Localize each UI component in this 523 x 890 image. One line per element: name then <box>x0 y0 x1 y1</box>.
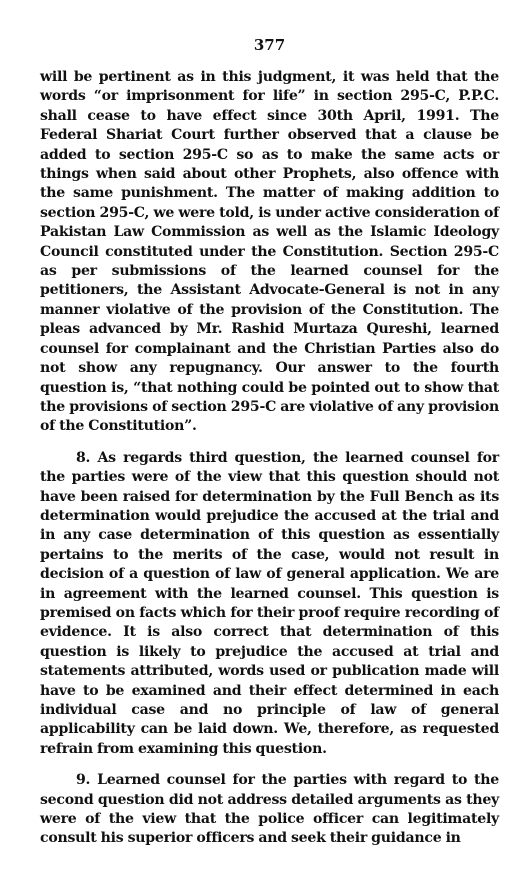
page-number: 377 <box>253 36 286 54</box>
paragraph-9: 9. Learned counsel for the parties with regard to the second question did not address detailed arguments as they were of the view that the police officer can legitimately consult his superior officers and seek their guidance in <box>40 772 499 847</box>
paragraph-8: 8. As regards third question, the learned counsel for the parties were of the view that this question should not have been raised for determination by the Full Bench as its determination would prejudice the accused at the trial and in any case determination of this question as essentially pertains to the merits of the case, would not result in decision of a question of law of general application. We are in agreement with the learned counsel. This question is premised on facts which for their proof require recording of evidence. It is also correct that determination of this question is likely to prejudice the accused at trial and statements attributed, words used or publication made will have to be examined and their effect determined in each individual case and no principle of law of general applicability can be laid down. We, therefore, as requested refrain from examining this question. <box>40 449 499 757</box>
paragraph-continuation: will be pertinent as in this judgment, it was held that the words “or imprisonment for life” in section 295-C, P.P.C. shall cease to have effect since 30th April, 1991. The Federal Shariat Court further observed that a clause be added to section 295-C so as to make the same acts or things when said about other Prophets, also offence with the same punishment. The matter of making addition to section 295-C, we were told, is under active consideration of Pakistan Law Commission as well as the Islamic Ideology Council constituted under the Constitution. Section 295-C as per submissions of the learned counsel for the petitioners, the Assistant Advocate-General is not in any manner violative of the provision of the Constitution. The pleas advanced by Mr. Rashid Murtaza Qureshi, learned counsel for complainant and the Christian Parties also do not show any repugnancy. Our answer to the fourth question is, “that nothing could be pointed out to show that the provisions of section 295-C are violative of any provision of the Constitution”. <box>40 69 499 435</box>
